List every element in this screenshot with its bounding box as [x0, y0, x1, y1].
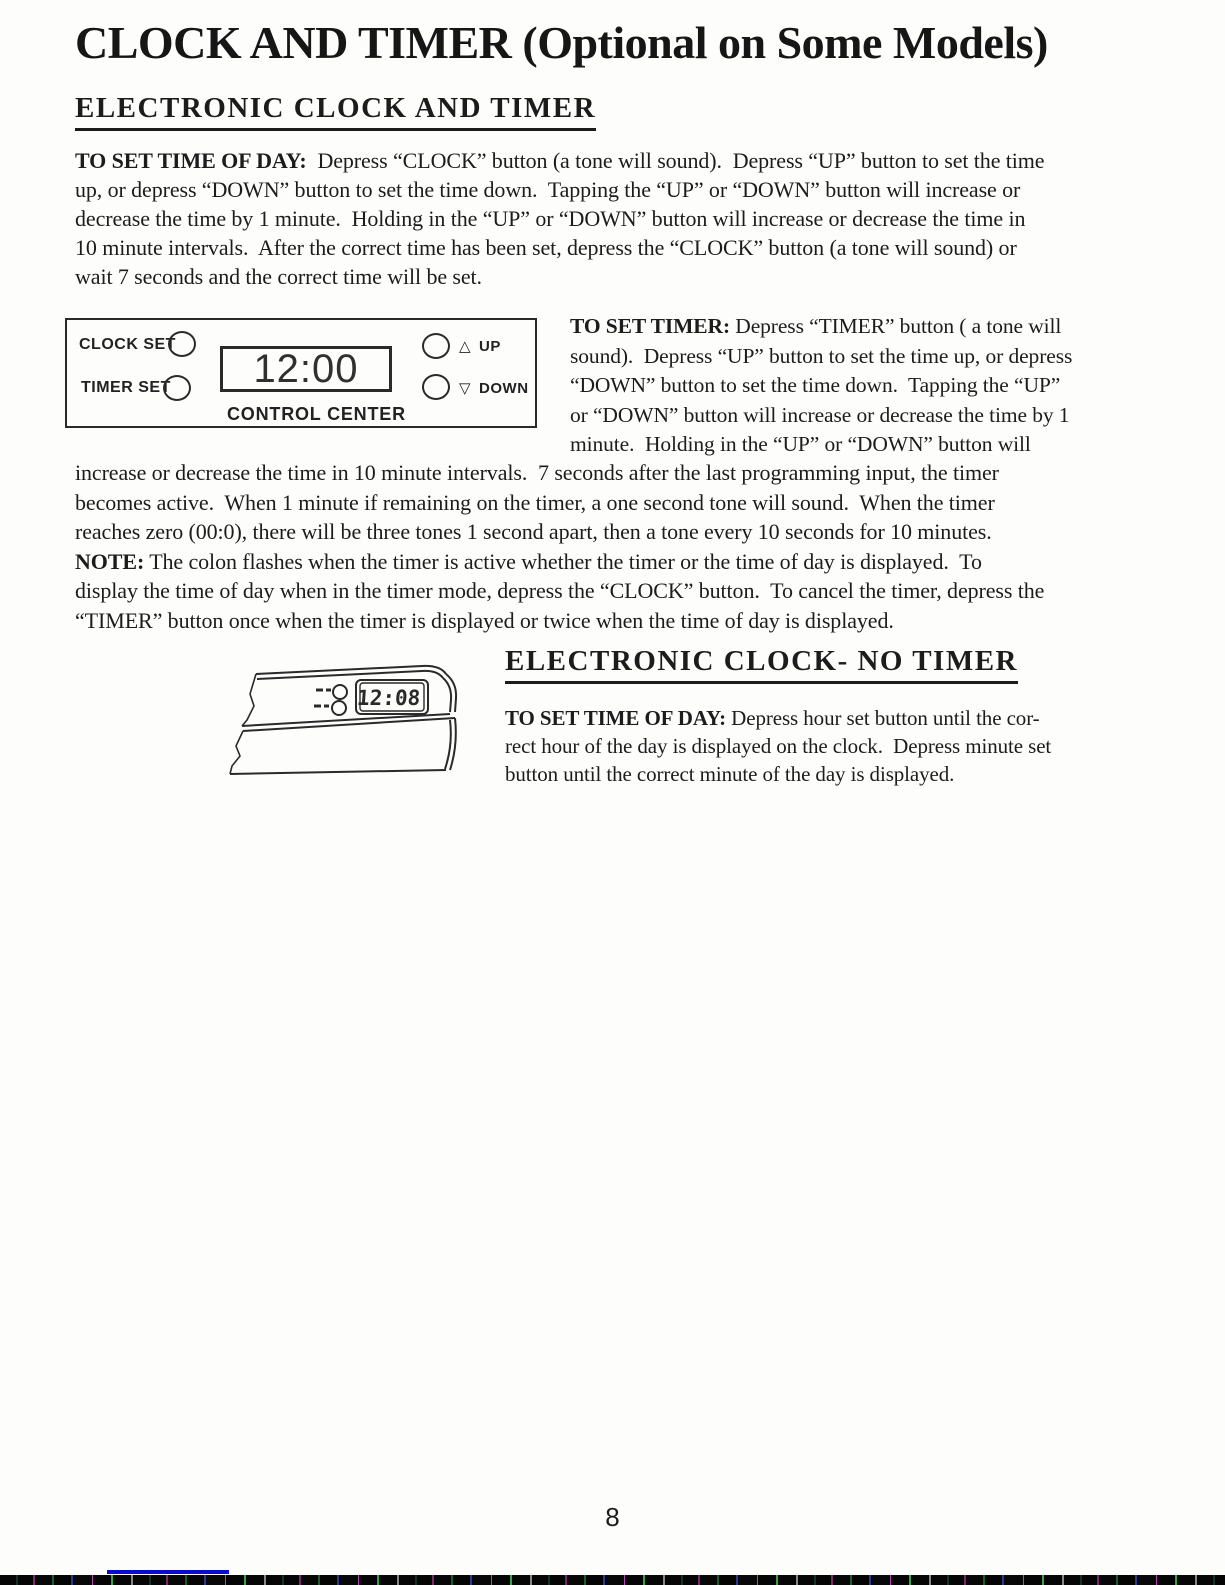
triangle-down-icon: ▽ — [459, 380, 472, 397]
page-number: 8 — [605, 1502, 620, 1532]
text-line: display the time of day when in the timer mode, depress the “CLOCK” button. To cancel the timer, depress the — [75, 578, 1045, 603]
section-heading-electronic-clock-no-timer: ELECTRONIC CLOCK- NO TIMER — [505, 645, 1018, 684]
text-line: TO SET TIME OF DAY: Depress “CLOCK” button (a tone will sound). Depress “UP” button to set the time — [75, 148, 1045, 173]
text-line: becomes active. When 1 minute if remaining on the timer, a one second tone will sound. When the timer — [75, 489, 995, 515]
section-heading-electronic-clock-and-timer: ELECTRONIC CLOCK AND TIMER — [75, 92, 596, 131]
no-timer-set-time-paragraph — [505, 704, 1051, 788]
page-title: CLOCK AND TIMER (Optional on Some Models) — [75, 17, 1048, 68]
text-line: “DOWN” button to set the time down. Tapping the “UP” — [570, 373, 1061, 397]
control-center-caption: CONTROL CENTER — [227, 404, 406, 424]
clock-display — [220, 346, 392, 392]
scan-noise-band-artifact — [0, 1575, 1225, 1585]
clock-display-value: 12:00 — [253, 346, 359, 391]
up-label-text: UP — [479, 338, 501, 355]
text-line: minute. Holding in the “UP” or “DOWN” button will — [570, 432, 1031, 456]
text-line: “TIMER” button once when the timer is displayed or twice when the time of day is displayed. — [75, 607, 894, 633]
text-line: reaches zero (00:0), there will be three tones 1 second apart, then a tone every 10 seconds for 10 minutes. — [75, 519, 992, 544]
range-clock-illustration — [226, 650, 466, 782]
triangle-up-icon: △ — [459, 338, 472, 355]
text-line: decrease the time by 1 minute. Holding in the “UP” or “DOWN” button will increase or decrease the time in — [75, 206, 1026, 231]
set-time-of-day-paragraph — [75, 146, 1044, 291]
text-line: NOTE: The colon flashes when the timer is active whether the timer or the time of day is displayed. To — [75, 548, 982, 574]
down-label — [459, 379, 529, 397]
text-line: increase or decrease the time in 10 minute intervals. 7 seconds after the last programming input, the timer — [75, 460, 999, 485]
clock-display-value-no-timer: 12:08 — [356, 685, 422, 710]
hour-set-button-icon — [333, 685, 347, 699]
text-line: TO SET TIME OF DAY: Depress hour set button until the cor- — [505, 706, 1040, 730]
clock-set-label: CLOCK SET — [79, 336, 176, 353]
timer-set-label: TIMER SET — [81, 379, 171, 396]
clock-set-button-icon — [168, 331, 196, 357]
up-button-icon — [422, 333, 450, 359]
set-timer-paragraph — [570, 312, 1072, 460]
text-line: 10 minute intervals. After the correct time has been set, depress the “CLOCK” button (a tone will sound) or — [75, 235, 1017, 260]
timer-continuation-paragraph — [75, 458, 1044, 635]
down-label-text: DOWN — [479, 380, 529, 397]
blue-pen-line-artifact — [107, 1570, 229, 1574]
control-center-diagram — [65, 318, 537, 428]
up-label — [459, 337, 501, 355]
minute-set-button-icon — [332, 701, 346, 715]
text-line: or “DOWN” button will increase or decrease the time by 1 — [570, 402, 1070, 427]
text-line: rect hour of the day is displayed on the clock. Depress minute set — [505, 734, 1052, 758]
timer-set-button-icon — [163, 375, 191, 401]
text-line: button until the correct minute of the day is displayed. — [505, 762, 955, 786]
text-line: wait 7 seconds and the correct time will be set. — [75, 264, 482, 289]
text-line: sound). Depress “UP” button to set the time up, or depress — [570, 343, 1073, 368]
text-line: up, or depress “DOWN” button to set the time down. Tapping the “UP” or “DOWN” button will increase or — [75, 177, 1021, 202]
down-button-icon — [422, 374, 450, 400]
text-line: TO SET TIMER: Depress “TIMER” button ( a tone will — [570, 314, 1062, 338]
